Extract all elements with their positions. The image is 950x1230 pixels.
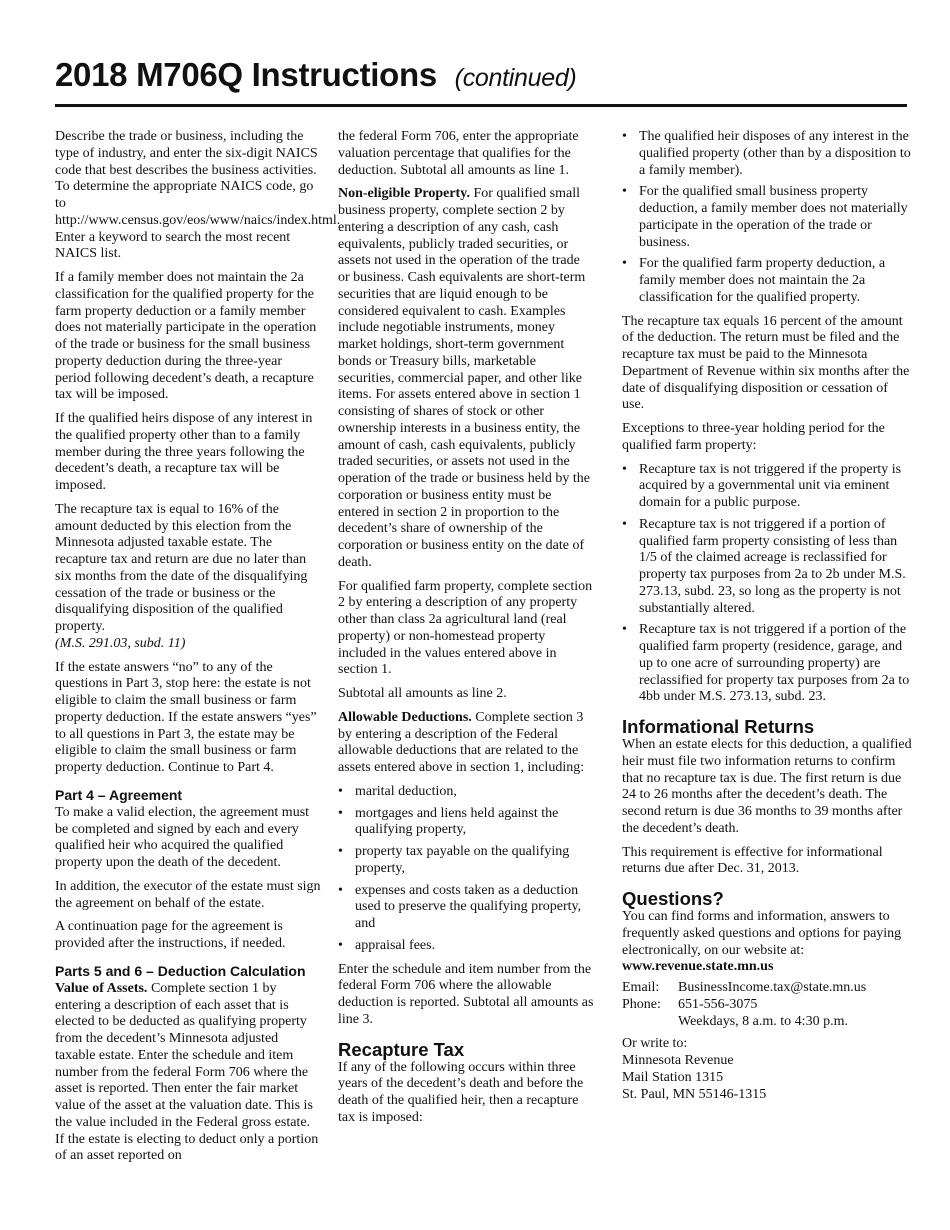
email-link[interactable]: BusinessIncome.tax@state.mn.us xyxy=(678,980,867,995)
exceptions-paragraph: Exceptions to three-year holding period for the qualified farm property: xyxy=(622,421,885,453)
requirement-effective-paragraph: This requirement is effective for informational returns due after Dec. 31, 2013. xyxy=(622,844,883,877)
bullet-icon: • xyxy=(338,844,343,859)
allowable-deductions-label: Allowable Deductions. xyxy=(338,709,472,725)
non-eligible-paragraph xyxy=(338,186,594,571)
page-title-main: 2018 M706Q Instructions xyxy=(55,56,437,93)
informational-returns-paragraph: When an estate elects for this deduction, a qualified heir must file two information returns to confirm that no recapture tax is due. The first return is due 24 to 26 months after the decedent’s death. The second return is due 36 months to 39 months after the decedent’s death. xyxy=(622,737,912,836)
list-item-text: mortgages and liens held against the qualifying property, xyxy=(355,805,559,838)
list-item-text: The qualified heir disposes of any interest in the qualified property (other than by a disposition to a family member). xyxy=(639,129,911,178)
part4-continuation-paragraph: A continuation page for the agreement is provided after the instructions, if needed. xyxy=(55,919,286,951)
informational-returns-heading: Informational Returns xyxy=(622,716,815,737)
column-3 xyxy=(622,129,912,1103)
questions-paragraph: You can find forms and information, answers to frequently asked questions and options for paying electronically, on our website at: xyxy=(622,909,902,958)
schedule-item-paragraph: Enter the schedule and item number from the federal Form 706 where the allowable deduction is reported. Subtotal all amounts as line 3. xyxy=(338,961,594,1027)
valuation-percentage-paragraph: the federal Form 706, enter the appropriate valuation percentage that qualifies for the deduction. Subtotal all amounts as line 1. xyxy=(338,129,579,178)
contact-table xyxy=(622,980,866,1030)
list-item xyxy=(622,184,912,251)
subtotal-line2-paragraph: Subtotal all amounts as line 2. xyxy=(338,686,507,701)
list-item xyxy=(622,129,912,179)
part3-answers-paragraph: If the estate answers “no” to any of the questions in Part 3, stop here: the estate is not eligible to claim the small business or farm property deduction. If the estate answers “yes” to all questions in Part 3, the estate may be eligible to claim the small business or farm property deduction. Continue to Part 4. xyxy=(55,659,317,775)
value-of-assets-text: Complete section 1 by entering a description of each asset that is elected to be deducted as qualifying property from the decedent’s Minnesota adjusted taxable estate. Enter the schedule and item number from the federal Form 706 where the asset is reported. Then enter the fair market value of the asset at the valuation date. This is the value included in the Federal gross estate. If the estate is electing to deduct only a portion of an asset reported on xyxy=(55,980,319,1164)
recapture-triggers-list xyxy=(622,129,912,307)
recapture-tax-paragraph: The recapture tax is equal to 16% of the amount deducted by this election from the Minnesota adjusted taxable estate. The recapture tax and return are due no later than six months from the date of the disqualifying cessation of the trade or business or the disqualifying disposition of the qualified property. xyxy=(55,501,308,634)
family-member-paragraph: If a family member does not maintain the 2a classification for the qualified property for the farm property deduction or a family member does not materially participate in the operation of the trade or business for the small business property deduction during the three-year period following decedent’s death, a recapture tax will be imposed. xyxy=(55,270,317,403)
allowable-deductions-paragraph xyxy=(338,710,594,777)
address-line: St. Paul, MN 55146-1315 xyxy=(622,1086,767,1102)
naics-paragraph: Describe the trade or business, including the type of industry, and enter the six-digit NAICS code that best describes the business activities. To determine the appropriate NAICS code, go to http://www.census.gov/eos/www/naics/index.html. Enter a keyword to search the most recent NAICS list. xyxy=(55,129,341,262)
list-item-text: marital deduction, xyxy=(355,783,457,799)
list-item-text: appraisal fees. xyxy=(355,937,436,953)
bullet-icon: • xyxy=(622,461,627,477)
write-to-label: Or write to: xyxy=(622,1036,688,1052)
recapture-tax-heading: Recapture Tax xyxy=(338,1038,465,1060)
bullet-icon: • xyxy=(622,256,627,272)
title-rule xyxy=(55,104,907,107)
list-item-text: For the qualified farm property deduction, a family member does not maintain the 2a classification for the qualified property. xyxy=(639,256,886,305)
allowable-deductions-text: Complete section 3 by entering a description of the Federal allowable deductions that are related to the assets entered above in section 1, including: xyxy=(338,709,585,775)
bullet-icon: • xyxy=(622,622,627,638)
phone-label: Phone: xyxy=(622,996,661,1012)
recapture-rate-paragraph: The recapture tax equals 16 percent of the amount of the deduction. The return must be filed and the recapture tax must be paid to the Minnesota Department of Revenue within six months after the date of disqualifying disposition or cessation of use. xyxy=(622,313,910,413)
value-of-assets-label: Value of Assets. xyxy=(55,980,148,996)
list-item xyxy=(338,938,594,955)
bullet-icon: • xyxy=(338,783,343,799)
list-item-text: Recapture tax is not triggered if the property is acquired by a governmental unit via eminent domain for a public purpose. xyxy=(639,461,902,510)
address-line: Mail Station 1315 xyxy=(622,1069,724,1085)
list-item xyxy=(338,844,594,878)
list-item-text: expenses and costs taken as a deduction used to preserve the qualifying property, and xyxy=(355,882,582,931)
list-item xyxy=(338,784,594,801)
list-item xyxy=(622,256,912,306)
website-link[interactable]: www.revenue.state.mn.us xyxy=(622,959,774,975)
part4-heading: Part 4 – Agreement xyxy=(55,786,183,803)
list-item-text: Recapture tax is not triggered if a portion of qualified farm property consisting of less than 1/5 of the claimed acreage is reclassified for property tax purposes from 2a to 2b under M.S. 273.13, subd. 23, so long as the property is not substantially altered. xyxy=(639,516,906,616)
continued-label: (continued) xyxy=(454,64,577,92)
hours-row xyxy=(622,1014,866,1031)
list-item xyxy=(622,622,912,706)
bullet-icon: • xyxy=(338,937,343,953)
list-item-text: For the qualified small business property deduction, a family member does not materially participate in the operation of the trade or business. xyxy=(639,184,908,250)
deductions-list xyxy=(338,784,594,955)
list-item-text: Recapture tax is not triggered if a portion of the qualified farm property (residence, garage, and up to one acre of surrounding property) are reclassified for property tax purposes from 2a to 4bb under M.S. 273.13, subd. 23. xyxy=(639,622,910,705)
value-of-assets-paragraph xyxy=(55,981,321,1165)
mailing-address xyxy=(622,1036,912,1103)
questions-heading: Questions? xyxy=(622,888,724,909)
column-2 xyxy=(338,129,594,1134)
bullet-icon: • xyxy=(622,184,627,200)
statute-citation: (M.S. 291.03, subd. 11) xyxy=(55,635,186,651)
heirs-dispose-paragraph: If the qualified heirs dispose of any interest in the qualified property other than to a family member during the three years following the decedent’s death, a recapture tax will be imposed. xyxy=(55,411,313,493)
column-1 xyxy=(55,129,341,1172)
list-item xyxy=(622,517,912,618)
phone-row xyxy=(622,997,866,1014)
list-item xyxy=(338,806,594,840)
bullet-icon: • xyxy=(622,129,627,144)
bullet-icon: • xyxy=(338,882,343,898)
list-item xyxy=(338,883,594,933)
bullet-icon: • xyxy=(338,805,343,821)
email-label: Email: xyxy=(622,980,660,995)
bullet-icon: • xyxy=(622,516,627,532)
recapture-conditions-paragraph: If any of the following occurs within three years of the decedent’s death and before the death of the qualified heir, then a recapture tax is imposed: xyxy=(338,1059,584,1125)
part4-agreement-paragraph: To make a valid election, the agreement must be completed and signed by each and every qualified heir who acquired the qualified property upon the death of the decedent. xyxy=(55,804,310,870)
list-item-text: property tax payable on the qualifying property, xyxy=(355,844,570,876)
list-item xyxy=(622,462,912,512)
farm-property-paragraph: For qualified farm property, complete section 2 by entering a description of any property other than class 2a agricultural land (real property) or non-homestead property included in the values entered above in section 1. xyxy=(338,578,593,678)
non-eligible-label: Non-eligible Property. xyxy=(338,186,470,202)
phone-number: 651-556-3075 xyxy=(678,996,758,1012)
part4-executor-paragraph: In addition, the executor of the estate must sign the agreement on behalf of the estate. xyxy=(55,878,321,911)
non-eligible-text: For qualified small business property, complete section 2 by entering a description of any cash, cash equivalents, publicly traded securities, or assets not used in the operation of the trade or business. Cash equivalents are short-term securities that are liquid enough to be considered equivalent to cash. Examples include negotiable instruments, money market holdings, short-term government bonds or Treasury bills, marketable securities, commercial paper, and other like items. For assets entered above in section 1 consisting of shares of stock or other ownership interests in a business entity, the amount of cash, cash equivalents, publicly traded securities, or assets not used in the operation of the trade or business held by the corporation or business entity must be entered in section 2 in proportion to the decedent’s share of ownership of the corporation or business entity on the date of death. xyxy=(338,186,590,570)
address-line: Minnesota Revenue xyxy=(622,1053,734,1068)
page-title xyxy=(55,56,576,94)
office-hours: Weekdays, 8 a.m. to 4:30 p.m. xyxy=(678,1013,848,1029)
hours-spacer xyxy=(622,1014,678,1031)
exceptions-list xyxy=(622,462,912,707)
part56-heading: Parts 5 and 6 – Deduction Calculation xyxy=(55,962,306,979)
email-row xyxy=(622,980,866,997)
